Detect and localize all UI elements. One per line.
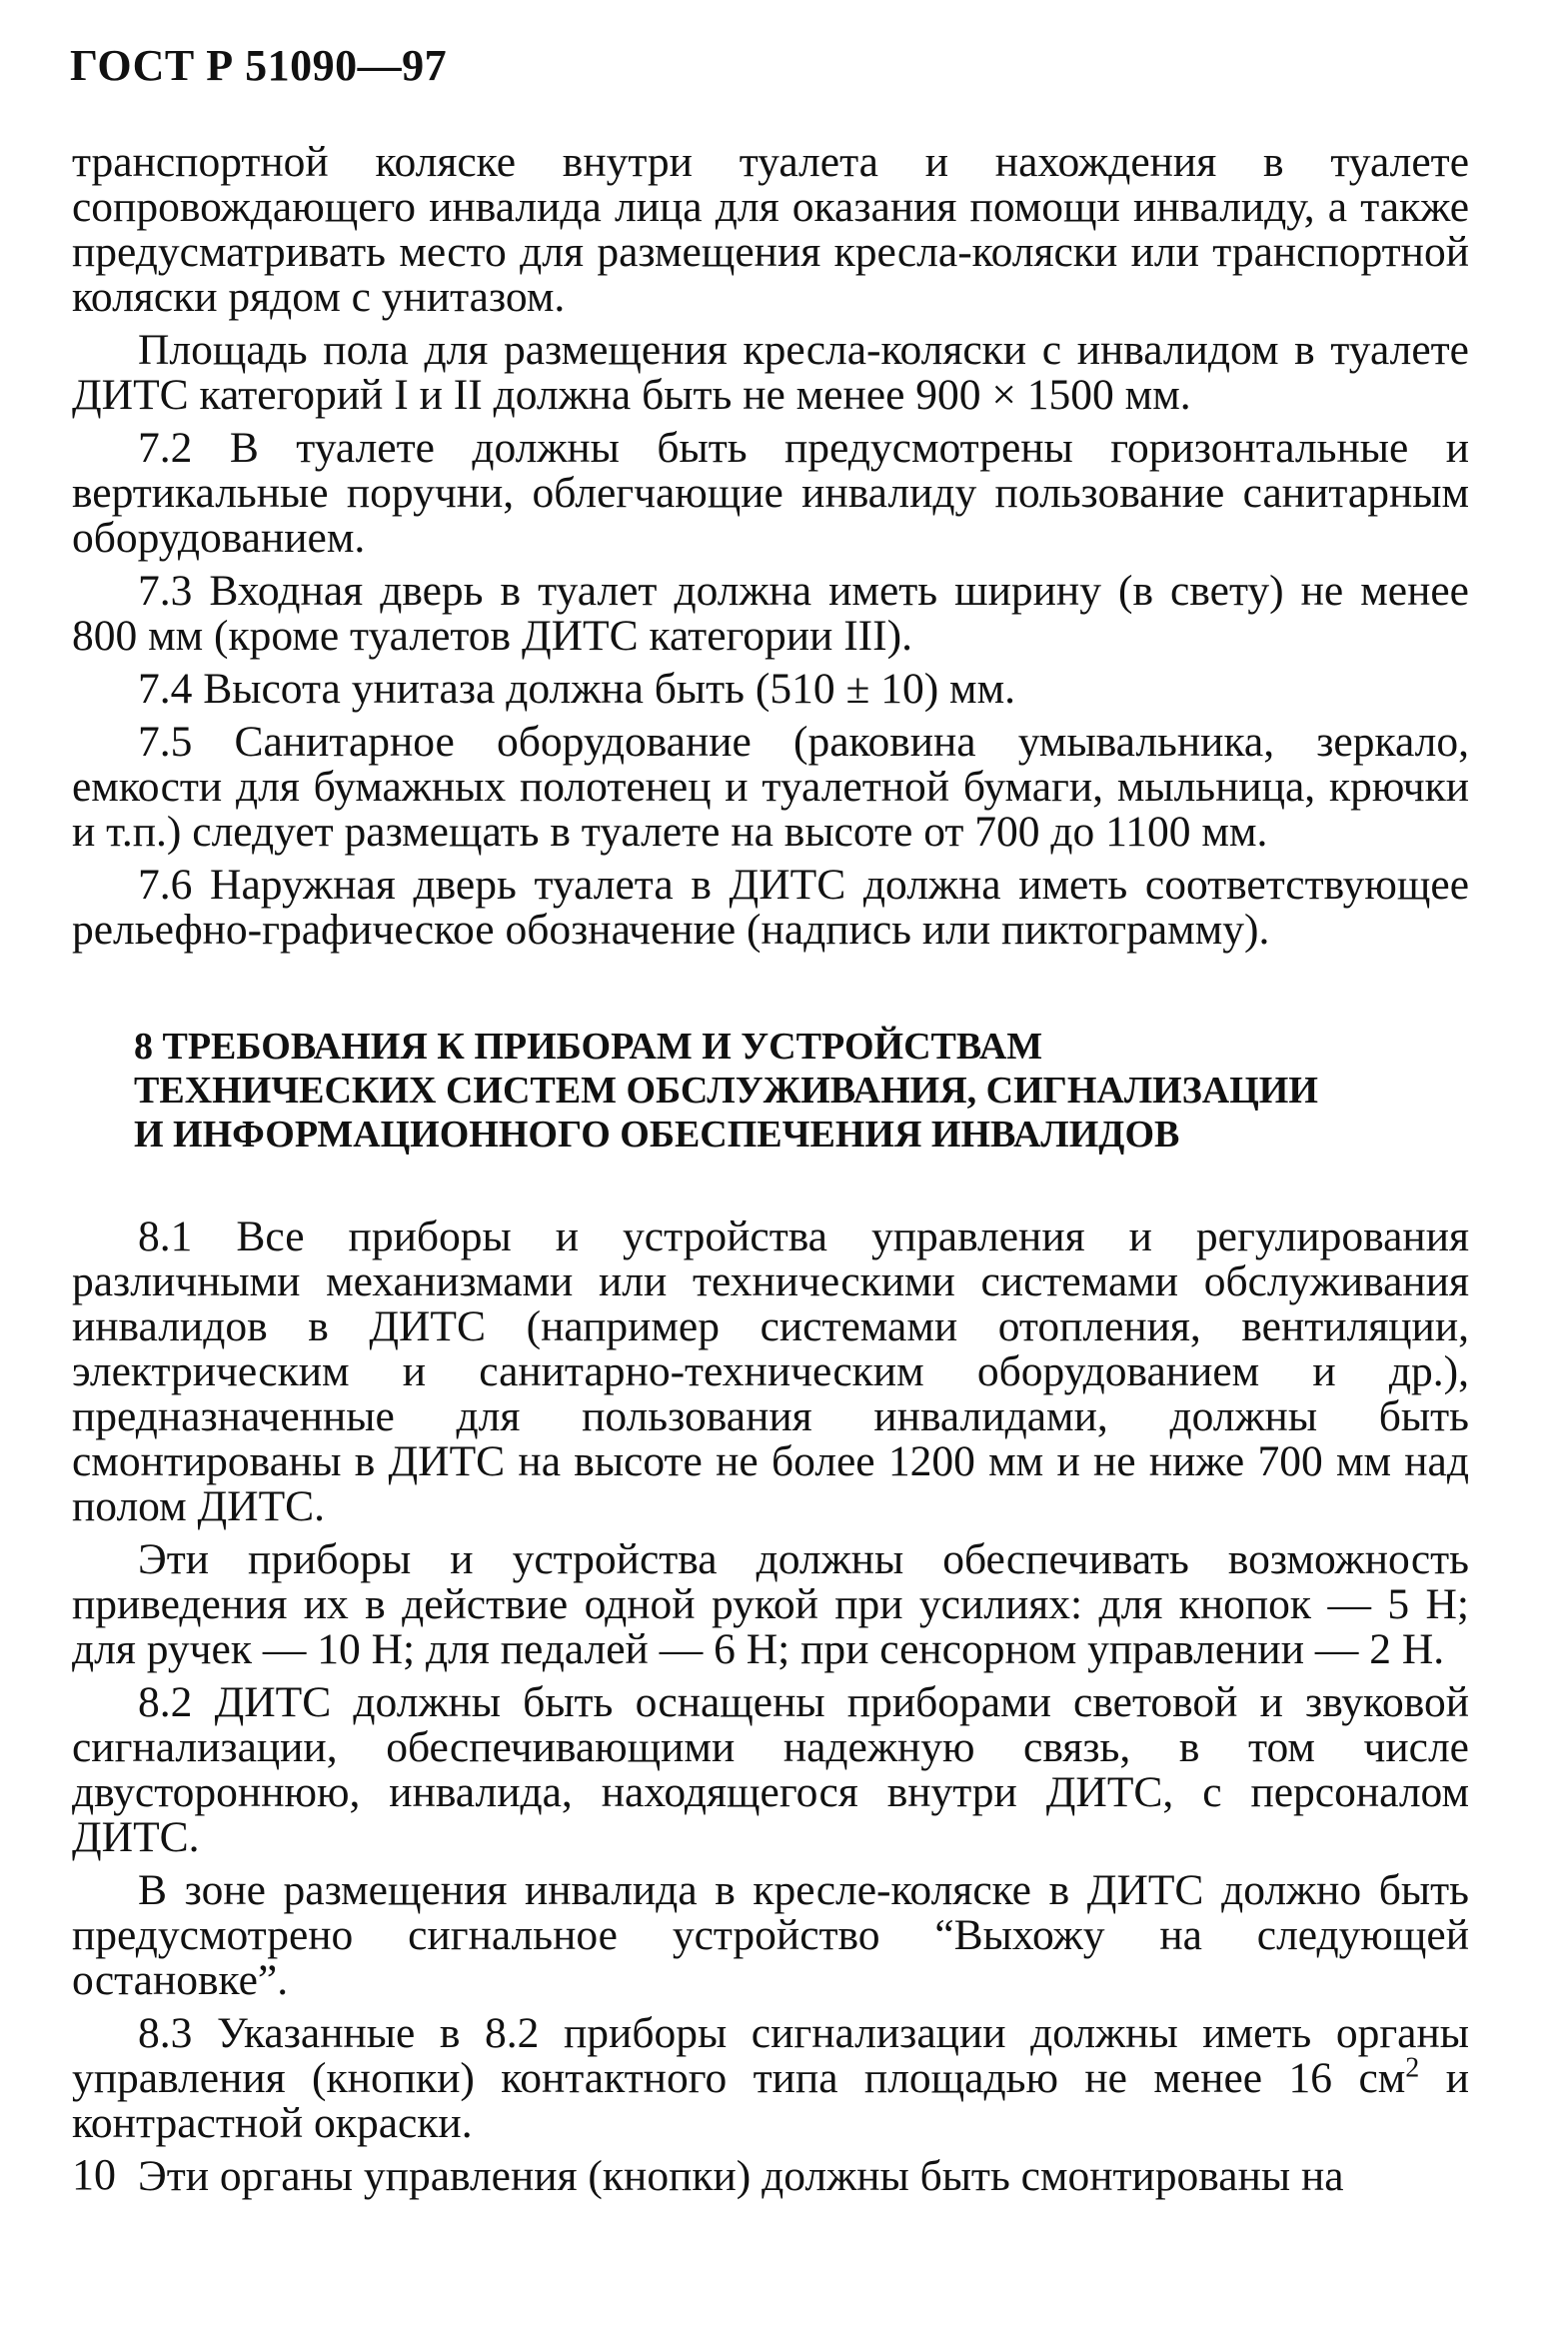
paragraph-8-3-text: 8.3 Указанные в 8.2 приборы сигнализации должны иметь органы управления (кнопки) контактного типа площадью не менее 16 см xyxy=(72,2009,1469,2102)
paragraph-continuation: транспортной коляске внутри туалета и нахождения в туалете сопровождающего инвалида лица для оказания помощи инвалиду, а также предусматривать место для размещения кресла-коляски или транспортной коляски рядом с унитазом. xyxy=(72,138,1469,321)
paragraph-8-3-text-end: и контрастной окраски. xyxy=(72,2054,1469,2147)
paragraph-forces: Эти приборы и устройства должны обеспечивать возможность приведения их в действие одной рукой при усилиях: для кнопок — 5 Н; для ручек — 10 Н; для педалей — 6 Н; при сенсорном управлении — 2 Н. xyxy=(72,1535,1469,1673)
section-heading-line: ТЕХНИЧЕСКИХ СИСТЕМ ОБСЛУЖИВАНИЯ, СИГНАЛИЗАЦИИ xyxy=(134,1070,1318,1112)
paragraph-7-6: 7.6 Наружная дверь туалета в ДИТС должна иметь соответствующее рельефно-графическое обозначение (надпись или пиктограмму). xyxy=(72,861,1469,954)
paragraph-signal-device: В зоне размещения инвалида в кресле-коляске в ДИТС должно быть предусмотрено сигнальное устройство “Выхожу на следующей остановке”. xyxy=(72,1866,1469,2004)
paragraph-floor-area: Площадь пола для размещения кресла-коляски с инвалидом в туалете ДИТС категорий I и II должна быть не менее 900 × 1500 мм. xyxy=(72,326,1469,419)
paragraph-7-2: 7.2 В туалете должны быть предусмотрены горизонтальные и вертикальные поручни, облегчающие инвалиду пользование санитарным оборудованием. xyxy=(72,424,1469,562)
paragraph-7-3: 7.3 Входная дверь в туалет должна иметь ширину (в свету) не менее 800 мм (кроме туалетов ДИТС категории III). xyxy=(72,567,1469,660)
paragraph-8-1: 8.1 Все приборы и устройства управления и регулирования различными механизмами или техническими системами обслуживания инвалидов в ДИТС (например системами отопления, вентиляции, электрическим и санитарно-техническим оборудованием и др.), предназначенные для пользования инвалидами, должны быть смонтированы в ДИТС на высоте не более 1200 мм и не ниже 700 мм над полом ДИТС. xyxy=(72,1212,1469,1530)
paragraph-7-4: 7.4 Высота унитаза должна быть (510 ± 10) мм. xyxy=(138,665,1015,713)
section-heading-line: 8 ТРЕБОВАНИЯ К ПРИБОРАМ И УСТРОЙСТВАМ xyxy=(134,1026,1043,1068)
paragraph-7-5: 7.5 Санитарное оборудование (раковина умывальника, зеркало, емкости для бумажных полотенец и туалетной бумаги, мыльница, крючки и т.п.) следует размещать в туалете на высоте от 700 до 1100 мм. xyxy=(72,718,1469,856)
section-heading-line: И ИНФОРМАЦИОННОГО ОБЕСПЕЧЕНИЯ ИНВАЛИДОВ xyxy=(134,1114,1180,1156)
paragraph-8-3 xyxy=(72,2011,1469,2146)
paragraph-8-2: 8.2 ДИТС должны быть оснащены приборами световой и звуковой сигнализации, обеспечивающими надежную связь, в том числе двустороннюю, инвалида, находящегося внутри ДИТС, с персоналом ДИТС. xyxy=(72,1678,1469,1861)
page-number: 10 xyxy=(72,2150,116,2199)
section-8-heading xyxy=(134,1025,1469,1157)
document-body xyxy=(72,140,1469,2207)
document-code-header: ГОСТ Р 51090—97 xyxy=(70,41,448,90)
superscript-exponent: 2 xyxy=(1405,2052,1420,2084)
paragraph-buttons-mounting: Эти органы управления (кнопки) должны быть смонтированы на xyxy=(138,2152,1344,2200)
